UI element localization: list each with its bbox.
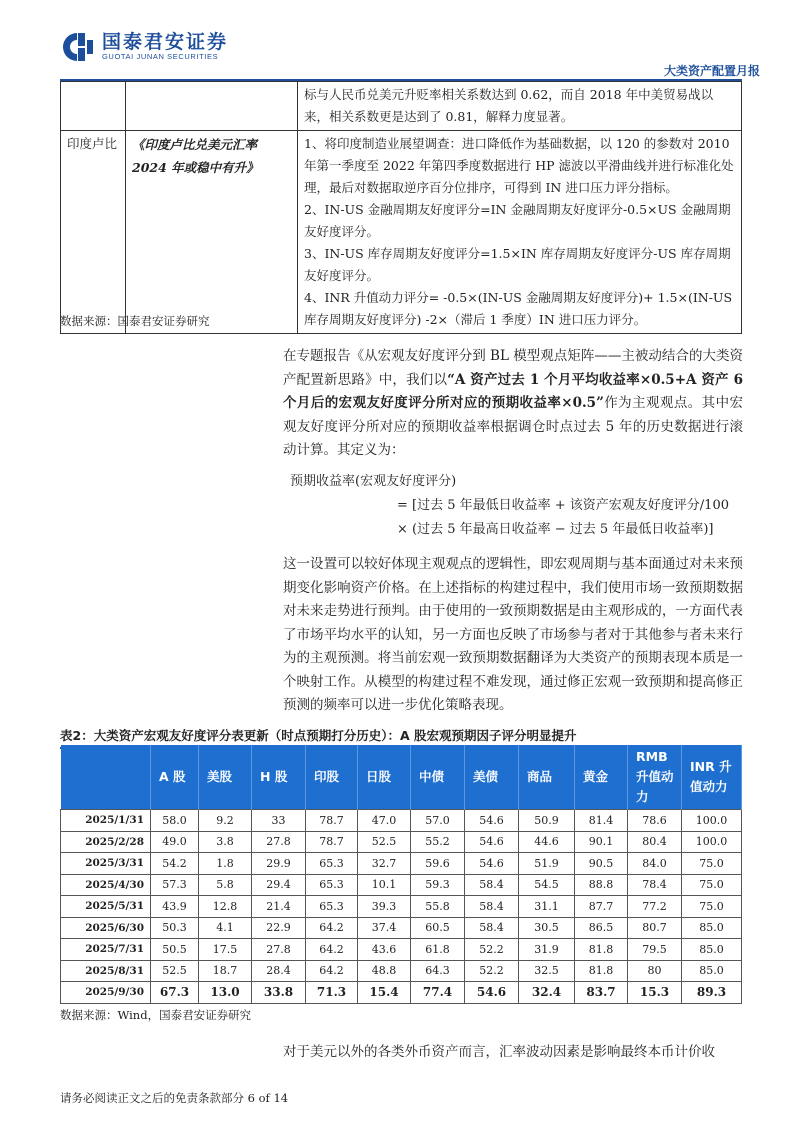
score-cell: 17.5 xyxy=(199,939,252,961)
score-cell: 10.1 xyxy=(358,874,411,896)
score-table xyxy=(60,745,742,1004)
score-cell: 75.0 xyxy=(682,874,742,896)
score-cell: 43.9 xyxy=(151,896,199,918)
table-title: 表2：大类资产宏观友好度评分表更新（时点预期打分历史）：A 股宏观预期因子评分明显提升 xyxy=(60,726,742,749)
score-cell: 80 xyxy=(628,960,682,982)
score-cell: 21.4 xyxy=(252,896,306,918)
score-cell: 50.3 xyxy=(151,917,199,939)
score-cell: 75.0 xyxy=(682,896,742,918)
score-cell: 87.7 xyxy=(575,896,628,918)
score-cell: 54.6 xyxy=(465,810,519,832)
score-cell: 81.8 xyxy=(575,960,628,982)
score-cell: 30.5 xyxy=(519,917,575,939)
source-note: 数据来源：国泰君安证券研究 xyxy=(60,314,210,328)
table-row xyxy=(61,874,742,896)
column-header: 日股 xyxy=(358,745,411,810)
body-paragraph: 对于美元以外的各类外币资产而言，汇率波动因素是影响最终本币计价收 xyxy=(283,1044,715,1060)
score-cell: 75.0 xyxy=(682,853,742,875)
score-cell: 49.0 xyxy=(151,831,199,853)
score-cell: 64.2 xyxy=(306,939,358,961)
score-cell: 1.8 xyxy=(199,853,252,875)
score-cell: 3.8 xyxy=(199,831,252,853)
score-cell: 80.7 xyxy=(628,917,682,939)
score-cell: 54.6 xyxy=(465,853,519,875)
score-cell: 39.3 xyxy=(358,896,411,918)
score-cell: 89.3 xyxy=(682,982,742,1004)
body-paragraph: 这一设置可以较好体现主观观点的逻辑性，即宏观周期与基本面通过对未来预期变化影响资产价格。在上述指标的构建过程中，我们使用市场一致预期数据对未来走势进行预判。由于使用的一致预期数据是由主观形成的，一方面代表了市场平均水平的认知，另一方面也反映了市场参与者对于其他参与者未来行为的主观预测。将当前宏观一致预期数据翻译为大类资产的预期表现本质是一个映射工作。从模型的构建过程不难发现，通过修正宏观一致预期和提高修正预测的频率可以进一步优化策略表现。 xyxy=(283,556,743,713)
method-step: 3、IN-US 库存周期友好度评分=1.5×IN 库存周期友好度评分-US 库存周期友好度评分。 xyxy=(304,246,731,283)
source-note: 数据来源：Wind，国泰君安证券研究 xyxy=(60,1008,252,1022)
score-cell: 90.5 xyxy=(575,853,628,875)
score-cell: 31.9 xyxy=(519,939,575,961)
score-cell: 15.3 xyxy=(628,982,682,1004)
paragraph-text: 作为主观观点。其中宏观友好度评分所对应的预期收益率根据调仓时点过去 5 年的历史数据进行滚动计算。其定义为： xyxy=(283,395,743,458)
method-step: 4、INR 升值动力评分= -0.5×(IN-US 金融周期友好度评分)+ 1.5×(IN-US 库存周期友好度评分) -2×（滞后 1 季度）IN 进口压力评分。 xyxy=(304,290,733,327)
score-cell: 80.4 xyxy=(628,831,682,853)
column-header xyxy=(61,745,151,810)
page-footer: 请务必阅读正文之后的免责条款部分 6 of 14 xyxy=(60,1091,289,1105)
score-cell: 37.4 xyxy=(358,917,411,939)
score-cell: 85.0 xyxy=(682,960,742,982)
score-cell: 31.1 xyxy=(519,896,575,918)
score-cell: 67.3 xyxy=(151,982,199,1004)
score-cell: 48.8 xyxy=(358,960,411,982)
score-cell: 65.3 xyxy=(306,853,358,875)
score-cell: 77.2 xyxy=(628,896,682,918)
score-cell: 79.5 xyxy=(628,939,682,961)
column-header: 商品 xyxy=(519,745,575,810)
table-cell: 标与人民币兑美元升贬率相关系数达到 0.62，而自 2018 年中美贸易战以来，相关系数更是达到了 0.81，解释力度显著。 xyxy=(298,82,742,131)
date-cell: 2025/5/31 xyxy=(61,896,151,918)
method-step: 2、IN-US 金融周期友好度评分=IN 金融周期友好度评分-0.5×US 金融周期友好度评分。 xyxy=(304,202,731,239)
score-cell: 64.2 xyxy=(306,917,358,939)
score-cell: 51.9 xyxy=(519,853,575,875)
row-label: 印度卢比 xyxy=(61,131,126,334)
table-row xyxy=(61,982,742,1004)
score-cell: 58.4 xyxy=(465,917,519,939)
score-cell: 52.2 xyxy=(465,939,519,961)
table-row xyxy=(61,896,742,918)
table-row xyxy=(61,82,742,131)
column-header: RMB 升值动力 xyxy=(628,745,682,810)
score-cell: 55.2 xyxy=(411,831,465,853)
date-cell: 2025/2/28 xyxy=(61,831,151,853)
paragraph-text: 在专题报告《从宏观友好度评分到 BL 模型观点矩阵——主被动结合的大类资产配置新思路》中，我们以 xyxy=(283,348,743,388)
score-cell: 52.2 xyxy=(465,960,519,982)
score-cell: 84.0 xyxy=(628,853,682,875)
score-cell: 54.6 xyxy=(465,982,519,1004)
logo-mark-icon xyxy=(60,32,94,62)
score-cell: 32.4 xyxy=(519,982,575,1004)
score-cell: 100.0 xyxy=(682,810,742,832)
score-cell: 64.3 xyxy=(411,960,465,982)
score-cell: 12.8 xyxy=(199,896,252,918)
score-cell: 58.4 xyxy=(465,896,519,918)
date-cell: 2025/8/31 xyxy=(61,960,151,982)
score-cell: 58.0 xyxy=(151,810,199,832)
score-cell: 33 xyxy=(252,810,306,832)
score-cell: 28.4 xyxy=(252,960,306,982)
score-cell: 33.8 xyxy=(252,982,306,1004)
formula-line: 预期收益率(宏观友好度评分) xyxy=(290,474,457,489)
formula-line: × (过去 5 年最高日收益率 − 过去 5 年最低日收益率)] xyxy=(397,522,714,537)
page-header xyxy=(0,0,802,78)
score-cell: 58.4 xyxy=(465,874,519,896)
score-cell: 22.9 xyxy=(252,917,306,939)
table-cell xyxy=(61,82,126,131)
company-logo xyxy=(60,32,228,62)
score-cell: 81.4 xyxy=(575,810,628,832)
table-row xyxy=(61,853,742,875)
score-cell: 88.8 xyxy=(575,874,628,896)
column-header: 中债 xyxy=(411,745,465,810)
score-cell: 18.7 xyxy=(199,960,252,982)
score-cell: 43.6 xyxy=(358,939,411,961)
column-header: INR 升值动力 xyxy=(682,745,742,810)
score-cell: 27.8 xyxy=(252,939,306,961)
date-cell: 2025/6/30 xyxy=(61,917,151,939)
column-header: H 股 xyxy=(252,745,306,810)
score-cell: 100.0 xyxy=(682,831,742,853)
body-paragraph xyxy=(283,345,743,463)
table-body xyxy=(61,810,742,1004)
report-title-cell: 《印度卢比兑美元汇率 2024 年或稳中有升》 xyxy=(126,131,298,334)
date-cell: 2025/4/30 xyxy=(61,874,151,896)
score-cell: 57.0 xyxy=(411,810,465,832)
score-cell: 29.9 xyxy=(252,853,306,875)
score-cell: 52.5 xyxy=(151,960,199,982)
methodology-table xyxy=(60,81,742,334)
date-cell: 2025/9/30 xyxy=(61,982,151,1004)
score-cell: 54.2 xyxy=(151,853,199,875)
date-cell: 2025/3/31 xyxy=(61,853,151,875)
score-cell: 27.8 xyxy=(252,831,306,853)
score-cell: 85.0 xyxy=(682,939,742,961)
logo-en-text: GUOTAI JUNAN SECURITIES xyxy=(102,52,219,61)
table-row xyxy=(61,131,742,334)
score-cell: 81.8 xyxy=(575,939,628,961)
column-header: 印股 xyxy=(306,745,358,810)
table-row xyxy=(61,831,742,853)
score-cell: 5.8 xyxy=(199,874,252,896)
score-cell: 78.7 xyxy=(306,831,358,853)
table-header-row xyxy=(61,745,742,810)
score-cell: 78.6 xyxy=(628,810,682,832)
score-cell: 77.4 xyxy=(411,982,465,1004)
score-cell: 60.5 xyxy=(411,917,465,939)
score-cell: 50.9 xyxy=(519,810,575,832)
score-cell: 9.2 xyxy=(199,810,252,832)
score-cell: 65.3 xyxy=(306,874,358,896)
report-type-label: 大类资产配置月报 xyxy=(663,64,760,78)
table-row xyxy=(61,810,742,832)
score-cell: 54.5 xyxy=(519,874,575,896)
date-cell: 2025/7/31 xyxy=(61,939,151,961)
table-row xyxy=(61,939,742,961)
score-cell: 64.2 xyxy=(306,960,358,982)
score-cell: 59.3 xyxy=(411,874,465,896)
score-cell: 65.3 xyxy=(306,896,358,918)
date-cell: 2025/1/31 xyxy=(61,810,151,832)
score-cell: 55.8 xyxy=(411,896,465,918)
score-cell: 83.7 xyxy=(575,982,628,1004)
score-cell: 71.3 xyxy=(306,982,358,1004)
score-cell: 54.6 xyxy=(465,831,519,853)
logo-cn-text: 国泰君安证券 xyxy=(102,31,229,53)
score-cell: 32.7 xyxy=(358,853,411,875)
score-cell: 85.0 xyxy=(682,917,742,939)
score-cell: 47.0 xyxy=(358,810,411,832)
table-cell xyxy=(126,82,298,131)
column-header: 美股 xyxy=(199,745,252,810)
score-cell: 29.4 xyxy=(252,874,306,896)
score-cell: 50.5 xyxy=(151,939,199,961)
score-cell: 13.0 xyxy=(199,982,252,1004)
column-header: 黄金 xyxy=(575,745,628,810)
score-cell: 32.5 xyxy=(519,960,575,982)
score-cell: 4.1 xyxy=(199,917,252,939)
score-cell: 15.4 xyxy=(358,982,411,1004)
score-cell: 86.5 xyxy=(575,917,628,939)
paragraph-bold-text: “A 资产过去 1 个月平均收益率×0.5+A 资产 6 个月后的宏观友好度评分所对应的预期收益率×0.5” xyxy=(283,371,743,411)
formula-line: = [过去 5 年最低日收益率 + 该资产宏观友好度评分/100 xyxy=(397,498,729,513)
column-header: 美债 xyxy=(465,745,519,810)
score-cell: 90.1 xyxy=(575,831,628,853)
column-header: A 股 xyxy=(151,745,199,810)
score-cell: 52.5 xyxy=(358,831,411,853)
method-steps-cell xyxy=(298,131,742,334)
score-cell: 78.4 xyxy=(628,874,682,896)
score-cell: 78.7 xyxy=(306,810,358,832)
method-step: 1、将印度制造业展望调查：进口降低作为基础数据，以 120 的参数对 2010 年第一季度至 2022 年第四季度数据进行 HP 滤波以平滑曲线并进行标准化处理，最后对数据取逆序百分位排序，可得到 IN 进口压力评分指标。 xyxy=(304,136,734,195)
score-cell: 61.8 xyxy=(411,939,465,961)
table-row xyxy=(61,917,742,939)
score-cell: 57.3 xyxy=(151,874,199,896)
score-cell: 59.6 xyxy=(411,853,465,875)
score-cell: 44.6 xyxy=(519,831,575,853)
table-row xyxy=(61,960,742,982)
